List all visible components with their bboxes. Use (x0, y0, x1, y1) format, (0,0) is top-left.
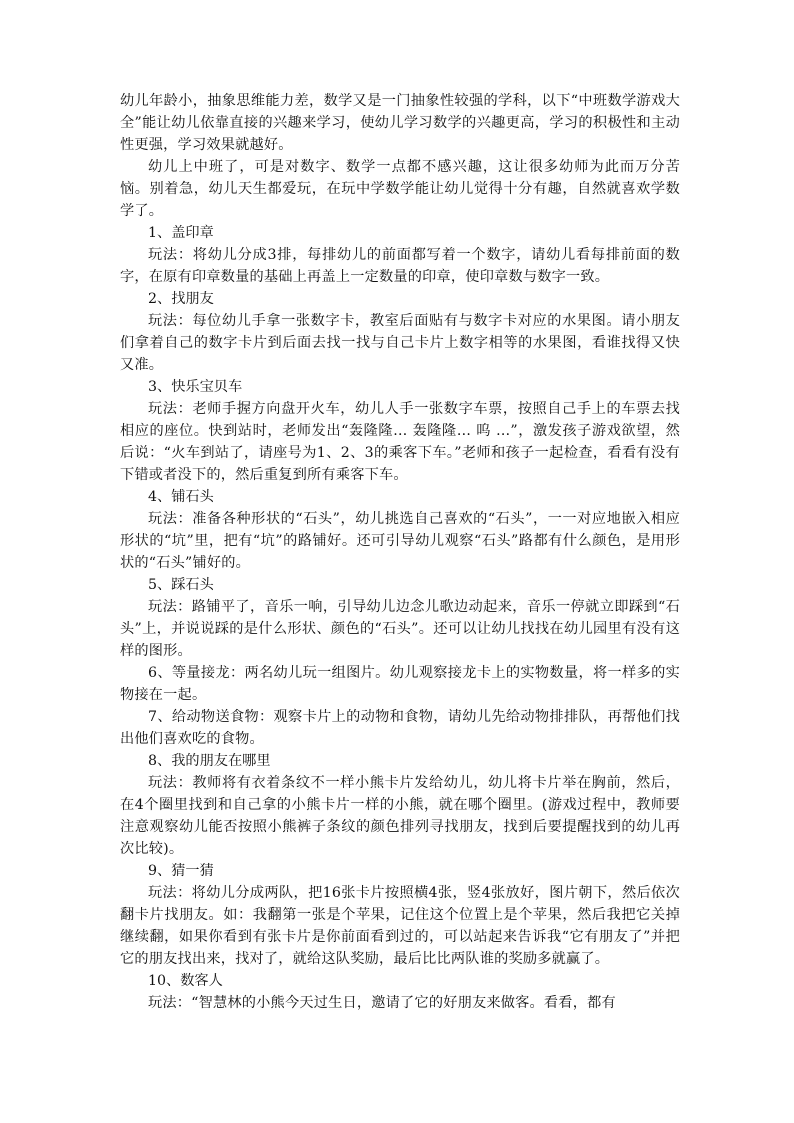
paragraph-game-5: 玩法：路铺平了，音乐一响，引导幼儿边念儿歌边动起来，音乐一停就立即踩到“石头”上，并说说踩的是什么形状、颜色的“石头”。还可以让幼儿找找在幼儿园里有没有这样的图形。 (120, 599, 680, 659)
paragraph-game-7: 7、给动物送食物：观察卡片上的动物和食物，请幼儿先给动物排排队，再帮他们找出他们喜欢吃的食物。 (120, 709, 680, 747)
paragraph-game-8: 玩法：教师将有衣着条纹不一样小熊卡片发给幼儿，幼儿将卡片举在胸前，然后，在4个圈里找到和自己拿的小熊卡片一样的小熊，就在哪个圈里。(游戏过程中，教师要注意观察幼儿能否按照小熊裤子条纹的颜色排列寻找朋友，找到后要提醒找到的幼儿再次比较)。 (120, 775, 680, 857)
paragraph-game-9: 玩法：将幼儿分成两队，把16张卡片按照横4张，竖4张放好，图片朝下，然后依次翻卡片找朋友。如：我翻第一张是个苹果，记住这个位置上是个苹果，然后我把它关掉继续翻，如果你看到有张卡片是你前面看到过的，可以站起来告诉我“它有朋友了”并把它的朋友找出来，找对了，就给这队奖励，最后比比两队谁的奖励多就赢了。 (120, 885, 680, 967)
heading-game-9: 9、猜一猜 (148, 863, 214, 879)
heading-game-4: 4、铺石头 (148, 489, 214, 505)
heading-game-5: 5、踩石头 (148, 577, 214, 593)
heading-game-1: 1、盖印章 (148, 225, 214, 241)
heading-game-2: 2、找朋友 (148, 291, 214, 307)
heading-game-8: 8、我的朋友在哪里 (148, 753, 271, 769)
paragraph-game-3: 玩法：老师手握方向盘开火车，幼儿人手一张数字车票，按照自己手上的车票去找相应的座位。快到站时，老师发出“轰隆隆… 轰隆隆… 呜 …”，激发孩子游戏欲望，然后说：“火车到站了，请座号为1、2、3的乘客下车。”老师和孩子一起检查，看看有没有下错或者没下的，然后重复到所有乘客下车。 (120, 401, 680, 483)
paragraph-intro: 幼儿年龄小，抽象思维能力差，数学又是一门抽象性较强的学科，以下“中班数学游戏大全”能让幼儿依靠直接的兴趣来学习，使幼儿学习数学的兴趣更高，学习的积极性和主动性更强，学习效果就越好。 (120, 93, 680, 153)
paragraph-game-1: 玩法：将幼儿分成3排，每排幼儿的前面都写着一个数字，请幼儿看每排前面的数字，在原有印章数量的基础上再盖上一定数量的印章，使印章数与数字一致。 (120, 247, 680, 285)
paragraph-game-10: 玩法：“智慧林的小熊今天过生日，邀请了它的好朋友来做客。看看，都有 (148, 995, 616, 1011)
document-page (120, 90, 680, 1014)
heading-game-10: 10、数客人 (148, 973, 223, 989)
heading-game-3: 3、快乐宝贝车 (148, 379, 243, 395)
paragraph-background: 幼儿上中班了，可是对数字、数学一点都不感兴趣，这让很多幼师为此而万分苦恼。别着急，幼儿天生都爱玩，在玩中学数学能让幼儿觉得十分有趣，自然就喜欢学数学了。 (120, 159, 680, 219)
paragraph-game-4: 玩法：准备各种形状的“石头”，幼儿挑选自己喜欢的“石头”，一一对应地嵌入相应形状的“坑”里，把有“坑”的路铺好。还可引导幼儿观察“石头”路都有什么颜色，是用形状的“石头”铺好的。 (120, 511, 680, 571)
paragraph-game-6: 6、等量接龙：两名幼儿玩一组图片。幼儿观察接龙卡上的实物数量，将一样多的实物接在一起。 (120, 665, 680, 703)
paragraph-game-2: 玩法：每位幼儿手拿一张数字卡，教室后面贴有与数字卡对应的水果图。请小朋友们拿着自己的数字卡片到后面去找一找与自己卡片上数字相等的水果图，看谁找得又快又准。 (120, 313, 680, 373)
